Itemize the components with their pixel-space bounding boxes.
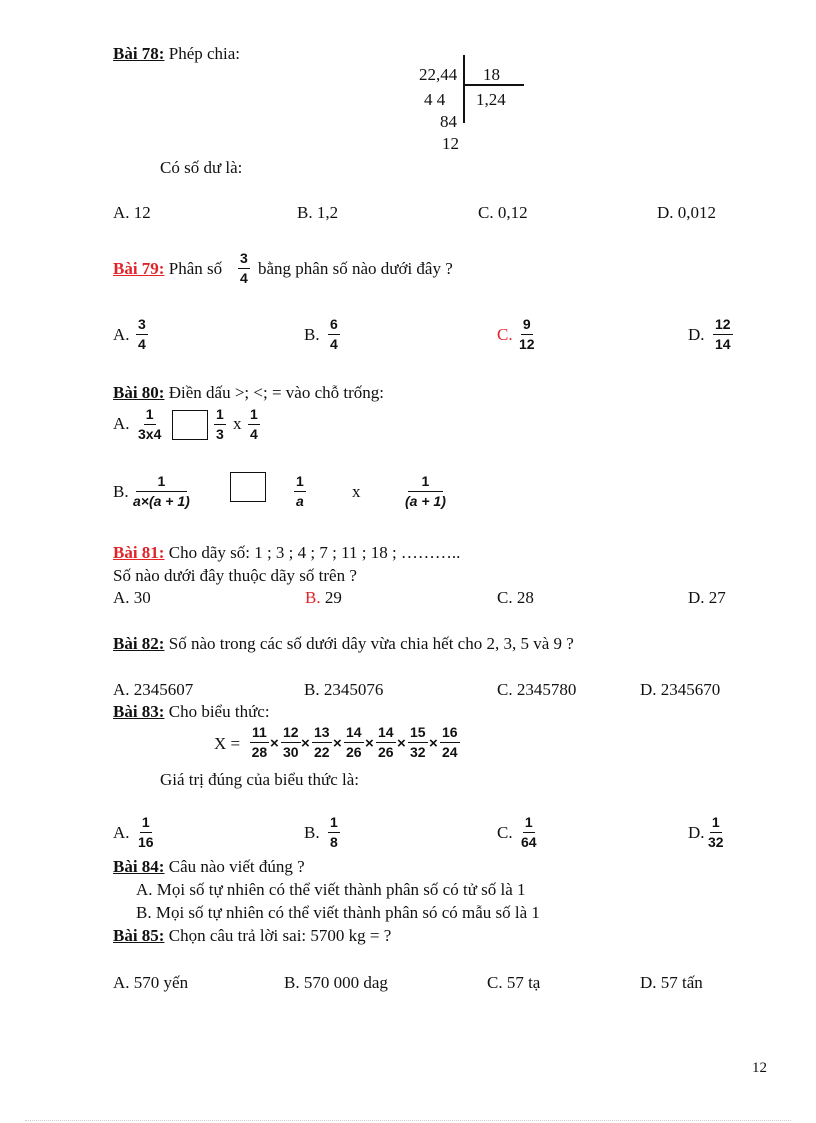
numerator: 3	[136, 317, 148, 335]
b80-a-answer-box[interactable]	[172, 410, 208, 440]
divisor: 18	[483, 65, 500, 84]
numerator: 12	[281, 725, 301, 743]
b80-b-fraction-1	[133, 474, 190, 509]
b82-option-a: A. 2345607	[113, 680, 194, 699]
numerator: 1	[710, 815, 722, 833]
b84-statement-a: A. Mọi số tự nhiên có thể viết thành phân số có tử số là 1	[136, 880, 526, 899]
b81-option-d: D. 27	[688, 588, 726, 607]
denominator: 22	[314, 744, 330, 760]
b83-option-a-fraction	[138, 815, 154, 850]
numerator: 3	[238, 251, 250, 269]
b82-option-c: C. 2345780	[497, 680, 577, 699]
b83-x-equals: X =	[214, 734, 241, 753]
denominator: 24	[442, 744, 458, 760]
b83-fraction-4	[344, 725, 364, 760]
b80-b-letter: B.	[113, 482, 129, 501]
division-row-3: 84	[440, 112, 457, 131]
b80-a-times: x	[233, 414, 242, 433]
b83-option-c-fraction	[521, 815, 537, 850]
denominator: 28	[251, 744, 268, 760]
b79-option-c-letter: C.	[497, 325, 513, 344]
numerator: 1	[523, 815, 535, 833]
exercise-label: Bài 80:	[113, 383, 165, 402]
times-sign: ×	[270, 735, 279, 752]
numerator: 6	[328, 317, 340, 335]
exercise-text: Chọn câu trả lời sai: 5700 kg = ?	[168, 926, 392, 945]
b78-title	[113, 44, 240, 64]
numerator: 14	[376, 725, 396, 743]
b80-b-times: x	[352, 482, 361, 501]
b83-option-b-letter: B.	[304, 823, 320, 842]
b80-a-fraction-3	[248, 407, 260, 442]
b79-option-b-letter: B.	[304, 325, 320, 344]
b79-option-a-letter: A.	[113, 325, 130, 344]
b84-title	[113, 857, 305, 877]
page-bottom-border	[25, 1120, 791, 1121]
b83-fraction-1	[250, 725, 269, 760]
b79-question-fraction	[238, 251, 250, 286]
exercise-text: Cho biểu thức:	[168, 702, 270, 721]
numerator: 1	[328, 815, 340, 833]
denominator: 14	[715, 336, 731, 352]
b83-fraction-6	[408, 725, 428, 760]
b79-option-b-fraction	[328, 317, 340, 352]
denominator: 26	[346, 744, 362, 760]
denominator: (a + 1)	[405, 493, 446, 509]
exercise-text: Số nào trong các số dưới dây vừa chia hết cho 2, 3, 5 và 9 ?	[168, 634, 574, 653]
b83-fraction-3	[312, 725, 332, 760]
b83-fraction-7	[440, 725, 460, 760]
numerator: 1	[214, 407, 226, 425]
exercise-label: Bài 84:	[113, 857, 165, 876]
denominator: 12	[519, 336, 535, 352]
numerator: 1	[136, 474, 188, 492]
b85-title	[113, 926, 391, 946]
denominator: 8	[330, 834, 338, 850]
b83-option-d-letter: D.	[688, 823, 705, 842]
exercise-text: Phân số	[168, 259, 223, 278]
exercise-label: Bài 78:	[113, 44, 165, 63]
b80-b-fraction-2	[294, 474, 306, 509]
numerator: 15	[408, 725, 428, 743]
b80-b-answer-box[interactable]	[230, 472, 266, 502]
denominator: 4	[138, 336, 146, 352]
b78-option-d: D. 0,012	[657, 203, 717, 222]
b85-option-a: A. 570 yến	[113, 973, 189, 992]
division-vertical-line	[463, 55, 465, 123]
denominator: 26	[378, 744, 394, 760]
exercise-label: Bài 81:	[113, 543, 165, 562]
numerator: 13	[312, 725, 332, 743]
exercise-label: Bài 79:	[113, 259, 165, 278]
times-sign: ×	[365, 735, 374, 752]
b85-option-b: B. 570 000 dag	[284, 973, 388, 992]
b83-option-a-letter: A.	[113, 823, 130, 842]
b81-question: Số nào dưới đây thuộc dãy số trên ?	[113, 566, 357, 585]
b79-option-a-fraction	[136, 317, 148, 352]
numerator: 14	[344, 725, 364, 743]
denominator: 32	[410, 744, 426, 760]
b80-a-letter: A.	[113, 414, 130, 433]
b81-title	[113, 543, 460, 563]
b82-title	[113, 634, 574, 654]
times-sign: ×	[301, 735, 310, 752]
denominator: 3x4	[138, 426, 162, 442]
exercise-label: Bài 82:	[113, 634, 165, 653]
times-sign: ×	[333, 735, 342, 752]
exercise-label: Bài 85:	[113, 926, 165, 945]
division-horizontal-line	[463, 84, 524, 86]
b79-question-text: bằng phân số nào dưới đây ?	[258, 259, 453, 278]
exercise-label: Bài 83:	[113, 702, 165, 721]
b83-option-d-fraction	[708, 815, 724, 850]
denominator: 32	[708, 834, 724, 850]
b81-option-c: C. 28	[497, 588, 534, 607]
exercise-text: Câu nào viết đúng ?	[168, 857, 305, 876]
numerator: 12	[713, 317, 733, 335]
b79-option-c-fraction	[519, 317, 535, 352]
b80-a-fraction-2	[214, 407, 226, 442]
denominator: 30	[283, 744, 299, 760]
denominator: a×(a + 1)	[133, 493, 190, 509]
denominator: 64	[521, 834, 537, 850]
b78-option-a: A. 12	[113, 203, 151, 222]
times-sign: ×	[429, 735, 438, 752]
denominator: 3	[216, 426, 224, 442]
remainder: 12	[442, 134, 459, 153]
b80-title	[113, 383, 384, 403]
b81-option-b	[305, 588, 342, 608]
numerator: 1	[408, 474, 444, 492]
numerator: 1	[294, 474, 306, 492]
b83-fraction-2	[281, 725, 301, 760]
b83-option-b-fraction	[328, 815, 340, 850]
b78-option-c: C. 0,12	[478, 203, 528, 222]
b80-a-fraction-1	[138, 407, 161, 442]
b79-option-d-letter: D.	[688, 325, 705, 344]
denominator: 4	[330, 336, 338, 352]
b82-option-b: B. 2345076	[304, 680, 384, 699]
page-number: 12	[752, 1060, 767, 1076]
b81-option-a: A. 30	[113, 588, 151, 607]
denominator: 4	[240, 270, 248, 286]
option-value: 29	[324, 588, 342, 607]
numerator: 9	[521, 317, 533, 335]
numerator: 16	[440, 725, 460, 743]
b79-option-d-fraction	[713, 317, 733, 352]
denominator: 4	[250, 426, 258, 442]
b84-statement-b: B. Mọi số tự nhiên có thể viết thành phân só có mẫu số là 1	[136, 903, 540, 922]
b83-fraction-5	[376, 725, 396, 760]
dividend: 22,44	[419, 65, 458, 84]
exercise-text: Điền dấu >; <; = vào chỗ trống:	[168, 383, 384, 402]
option-letter: B.	[305, 588, 321, 607]
exercise-text: Phép chia:	[168, 44, 241, 63]
b78-question: Có số dư là:	[160, 158, 243, 177]
b83-title	[113, 702, 270, 722]
b79-label	[113, 259, 222, 279]
b83-question: Giá trị đúng của biểu thức là:	[160, 770, 359, 789]
numerator: 1	[248, 407, 260, 425]
b80-b-fraction-3	[405, 474, 446, 509]
b85-option-d: D. 57 tấn	[640, 973, 703, 992]
denominator: 16	[138, 834, 154, 850]
b82-option-d: D. 2345670	[640, 680, 721, 699]
b78-option-b: B. 1,2	[297, 203, 339, 222]
quotient: 1,24	[476, 90, 506, 109]
b85-option-c: C. 57 tạ	[487, 973, 541, 992]
numerator: 1	[140, 815, 152, 833]
denominator: a	[296, 493, 304, 509]
exercise-text: Cho dãy số: 1 ; 3 ; 4 ; 7 ; 11 ; 18 ; ………..	[168, 543, 461, 562]
times-sign: ×	[397, 735, 406, 752]
numerator: 11	[250, 725, 269, 743]
numerator: 1	[144, 407, 156, 425]
division-row-2: 4 4	[424, 90, 446, 109]
b83-option-c-letter: C.	[497, 823, 513, 842]
